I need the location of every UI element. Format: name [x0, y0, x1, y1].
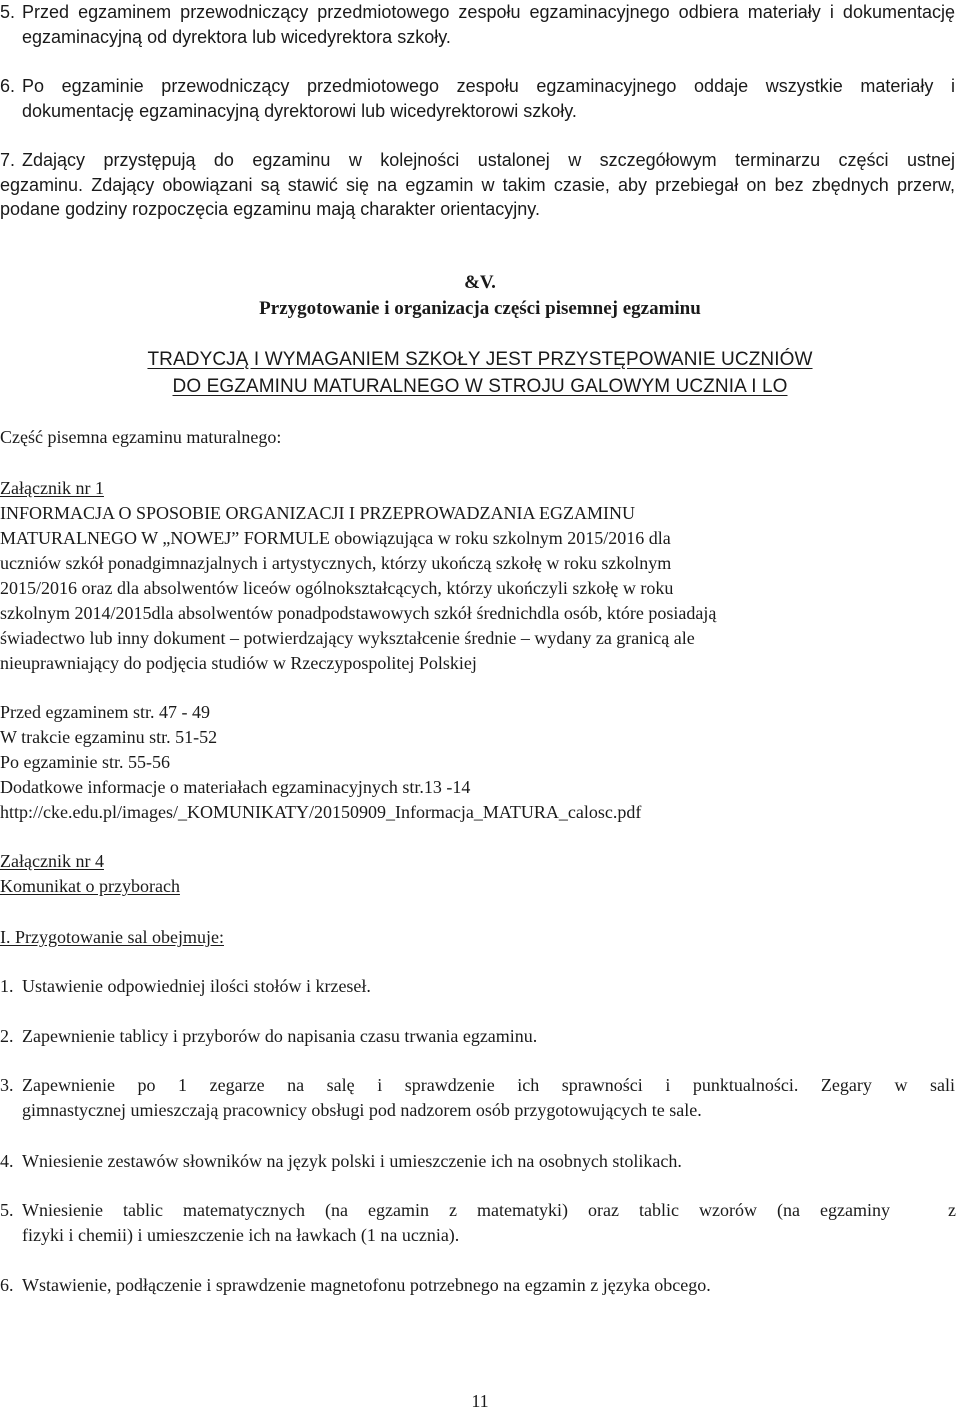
attachment-1-block: [0, 476, 955, 676]
attachment-1-label: Załącznik nr 1: [0, 478, 104, 498]
item-text: Zapewnienie tablicy i przyborów do napisania czasu trwania egzaminu.: [22, 1026, 538, 1046]
list-item-5: [0, 0, 955, 49]
notice-line-1: TRADYCJĄ I WYMAGANIEM SZKOŁY JEST PRZYSTĘPOWANIE UCZNIÓW: [147, 349, 813, 370]
prep-item-3: [0, 1073, 955, 1123]
item-text-line2: gimnastycznej umieszczają pracownicy obsługi pod nadzorem osób przygotowujących te sale.: [22, 1100, 702, 1120]
item-text: Wniesienie zestawów słowników na język polski i umieszczenie ich na osobnych stolikach.: [22, 1151, 682, 1171]
item-text-continuation: Zdający obowiązani są stawić się na egzamin w takim czasie, aby przebiegał on bez zbędnych przerw, podane godziny rozpoczęcia egzaminu mają charakter orientacyjny.: [0, 174, 955, 219]
item-number: 1.: [0, 976, 14, 996]
page-references: [0, 700, 955, 825]
attachment-1-line: szkolnym 2014/2015dla absolwentów ponadpodstawowych szkół średnichdla osób, które posiadają: [0, 603, 717, 623]
attachment-4-block: [0, 849, 955, 899]
item-text: Przed egzaminem przewodniczący przedmiotowego zespołu egzaminacyjnego odbiera materiały i dokumentację egzaminacyjną od dyrektora lub wicedyrektora szkoły.: [22, 2, 955, 47]
page-ref-after: Po egzaminie str. 55-56: [0, 752, 170, 772]
attachment-4-title: Komunikat o przyborach: [0, 876, 180, 896]
item-text-line2: fizyki i chemii) i umieszczenie ich na ławkach (1 na ucznia).: [22, 1225, 460, 1245]
list-item-6: [0, 74, 955, 123]
item-text-line1: Zapewnienie po 1 zegarze na salę i sprawdzenie ich sprawności i punktualności. Zegary w sali: [22, 1075, 955, 1095]
item-number: 5.: [0, 1200, 14, 1220]
item-number: 3.: [0, 1075, 14, 1095]
notice-line-2: DO EGZAMINU MATURALNEGO W STROJU GALOWYM UCZNIA I LO: [172, 376, 788, 397]
item-text: Po egzaminie przewodniczący przedmiotowego zespołu egzaminacyjnego oddaje wszystkie materiały i dokumentację egzaminacyjną dyrektorowi lub wicedyrektorowi szkoły.: [22, 76, 955, 121]
item-number: 7.: [0, 150, 16, 170]
reference-url-link[interactable]: http://cke.edu.pl/images/_KOMUNIKATY/20150909_Informacja_MATURA_calosc.pdf: [0, 802, 642, 822]
item-text-line1-tail: z: [948, 1200, 956, 1220]
attachment-1-line: INFORMACJA O SPOSOBIE ORGANIZACJI I PRZEPROWADZANIA EGZAMINU: [0, 503, 636, 523]
page-ref-additional: Dodatkowe informacje o materiałach egzaminacyjnych str.13 -14: [0, 777, 471, 797]
page-number: 11: [471, 1391, 489, 1411]
list-item-7: [0, 148, 955, 222]
item-text: Ustawienie odpowiedniej ilości stołów i krzeseł.: [22, 976, 371, 996]
item-number: 6.: [0, 1275, 14, 1295]
item-number: 4.: [0, 1151, 14, 1171]
attachment-1-line: uczniów szkół ponadgimnazjalnych i artystycznych, którzy ukończą szkołę w roku szkolnym: [0, 553, 672, 573]
item-text-line1: Zdający przystępują do egzaminu w kolejności ustalonej w szczegółowym terminarzu części ustnej: [22, 150, 955, 170]
page-ref-before: Przed egzaminem str. 47 - 49: [0, 702, 210, 722]
written-part-label: Część pisemna egzaminu maturalnego:: [0, 427, 282, 447]
page-ref-during: W trakcie egzaminu str. 51-52: [0, 727, 218, 747]
prep-heading: I. Przygotowanie sal obejmuje:: [0, 927, 224, 947]
attachment-1-line: MATURALNEGO W „NOWEJ” FORMULE obowiązująca w roku szkolnym 2015/2016 dla: [0, 528, 671, 548]
prep-item-4: [0, 1149, 955, 1174]
item-number: 5.: [0, 2, 16, 22]
prep-item-5: [0, 1198, 955, 1248]
attachment-1-line: świadectwo lub inny dokument – potwierdzający wykształcenie średnie – wydany za granicą ale: [0, 628, 695, 648]
item-number: 2.: [0, 1026, 14, 1046]
prep-item-1: [0, 974, 955, 999]
item-number: 6.: [0, 76, 16, 96]
item-text: Wstawienie, podłączenie i sprawdzenie magnetofonu potrzebnego na egzamin z języka obcego.: [22, 1275, 711, 1295]
attachment-4-label: Załącznik nr 4: [0, 851, 104, 871]
item-text-line2-start: egzaminu.: [0, 174, 84, 195]
prep-item-6: [0, 1273, 955, 1298]
section-title: Przygotowanie i organizacja części pisemnej egzaminu: [259, 298, 701, 319]
attachment-1-line: nieuprawniający do podjęcia studiów w Rzeczypospolitej Polskiej: [0, 653, 477, 673]
prep-item-2: [0, 1024, 955, 1049]
section-number: &V.: [464, 272, 496, 293]
attachment-1-line: 2015/2016 oraz dla absolwentów liceów ogólnokształcących, którzy ukończyli szkołę w roku: [0, 578, 674, 598]
item-text-line1: Wniesienie tablic matematycznych (na egzamin z matematyki) oraz tablic wzorów (na egzaminy: [22, 1200, 890, 1220]
